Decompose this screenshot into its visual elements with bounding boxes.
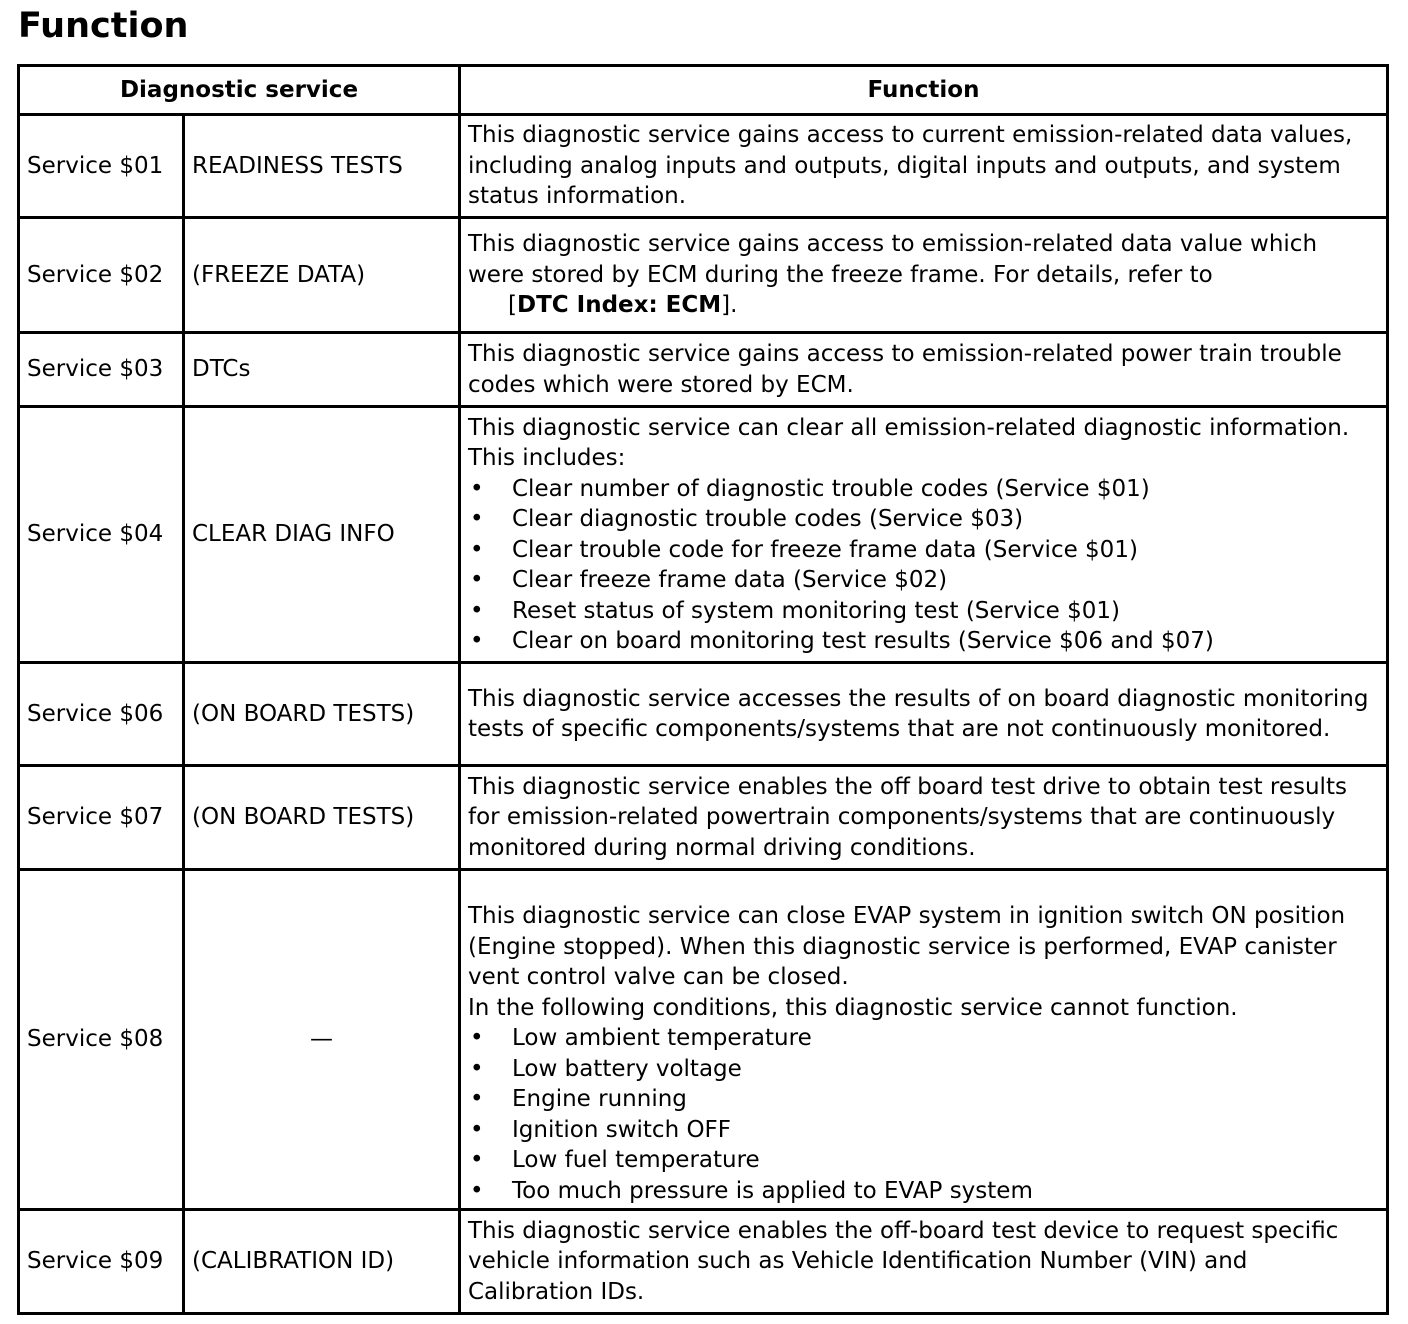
function-text: This diagnostic service enables the off board test drive to obtain test results for emission-related powertrain components/systems that are continuously monitored during normal driving conditions. <box>460 766 1388 870</box>
table-row <box>19 663 1388 766</box>
bullet-list <box>468 1023 1379 1206</box>
reference-link[interactable]: DTC Index: ECM <box>516 292 722 319</box>
table-row <box>19 1210 1388 1314</box>
list-item: • Clear number of diagnostic trouble codes (Service $01) <box>468 474 1379 505</box>
service-id: Service $02 <box>19 218 184 333</box>
list-item: • Clear on board monitoring test results (Service $06 and $07) <box>468 626 1379 657</box>
function-cell <box>460 870 1388 1210</box>
reference-line <box>468 290 1379 321</box>
table-row <box>19 333 1388 407</box>
function-cell <box>460 218 1388 333</box>
diagnostic-service-table <box>17 64 1389 1315</box>
service-name: (CALIBRATION ID) <box>184 1210 460 1314</box>
header-diagnostic-service: Diagnostic service <box>19 66 460 115</box>
function-text: This diagnostic service can clear all emission-related diagnostic information. This includes: <box>468 414 1350 471</box>
service-name: READINESS TESTS <box>184 115 460 218</box>
function-text: This diagnostic service accesses the results of on board diagnostic monitoring tests of specific components/systems that are not continuously monitored. <box>460 663 1388 766</box>
service-name: (ON BOARD TESTS) <box>184 766 460 870</box>
service-name: (FREEZE DATA) <box>184 218 460 333</box>
table-row <box>19 218 1388 333</box>
list-item: • Clear trouble code for freeze frame data (Service $01) <box>468 535 1379 566</box>
function-text: This diagnostic service enables the off-board test device to request specific vehicle information such as Vehicle Identification Number (VIN) and Calibration IDs. <box>460 1210 1388 1314</box>
service-id: Service $08 <box>19 870 184 1210</box>
table-row <box>19 407 1388 663</box>
list-item: • Clear freeze frame data (Service $02) <box>468 565 1379 596</box>
table-row <box>19 766 1388 870</box>
service-id: Service $01 <box>19 115 184 218</box>
function-text: In the following conditions, this diagnostic service cannot function. <box>468 994 1238 1021</box>
service-id: Service $07 <box>19 766 184 870</box>
list-item: • Ignition switch OFF <box>468 1115 1379 1146</box>
function-text: This diagnostic service gains access to current emission-related data values, including analog inputs and outputs, digital inputs and outputs, and system status information. <box>460 115 1388 218</box>
function-text: This diagnostic service gains access to emission-related power train trouble codes which were stored by ECM. <box>460 333 1388 407</box>
function-text: This diagnostic service gains access to emission-related data value which were stored by ECM during the freeze frame. For details, refer to <box>468 231 1318 288</box>
section-title: Function <box>18 6 189 46</box>
service-name: DTCs <box>184 333 460 407</box>
list-item: • Clear diagnostic trouble codes (Service $03) <box>468 504 1379 535</box>
service-name: CLEAR DIAG INFO <box>184 407 460 663</box>
table-row <box>19 870 1388 1210</box>
header-function: Function <box>460 66 1388 115</box>
function-cell <box>460 407 1388 663</box>
list-item: • Too much pressure is applied to EVAP system <box>468 1176 1379 1207</box>
bullet-list <box>468 474 1379 657</box>
service-id: Service $03 <box>19 333 184 407</box>
bracket: [ <box>508 292 517 319</box>
service-id: Service $06 <box>19 663 184 766</box>
service-id: Service $04 <box>19 407 184 663</box>
service-id: Service $09 <box>19 1210 184 1314</box>
list-item: • Reset status of system monitoring test (Service $01) <box>468 596 1379 627</box>
function-text: This diagnostic service can close EVAP system in ignition switch ON position (Engine stopped). When this diagnostic service is performed, EVAP canister vent control valve can be closed. <box>468 903 1346 990</box>
list-item: • Engine running <box>468 1084 1379 1115</box>
service-name: — <box>184 870 460 1210</box>
list-item: • Low ambient temperature <box>468 1023 1379 1054</box>
list-item: • Low fuel temperature <box>468 1145 1379 1176</box>
service-name: (ON BOARD TESTS) <box>184 663 460 766</box>
list-item: • Low battery voltage <box>468 1054 1379 1085</box>
bracket: ]. <box>721 292 738 319</box>
table-header <box>19 66 1388 115</box>
table-row <box>19 115 1388 218</box>
